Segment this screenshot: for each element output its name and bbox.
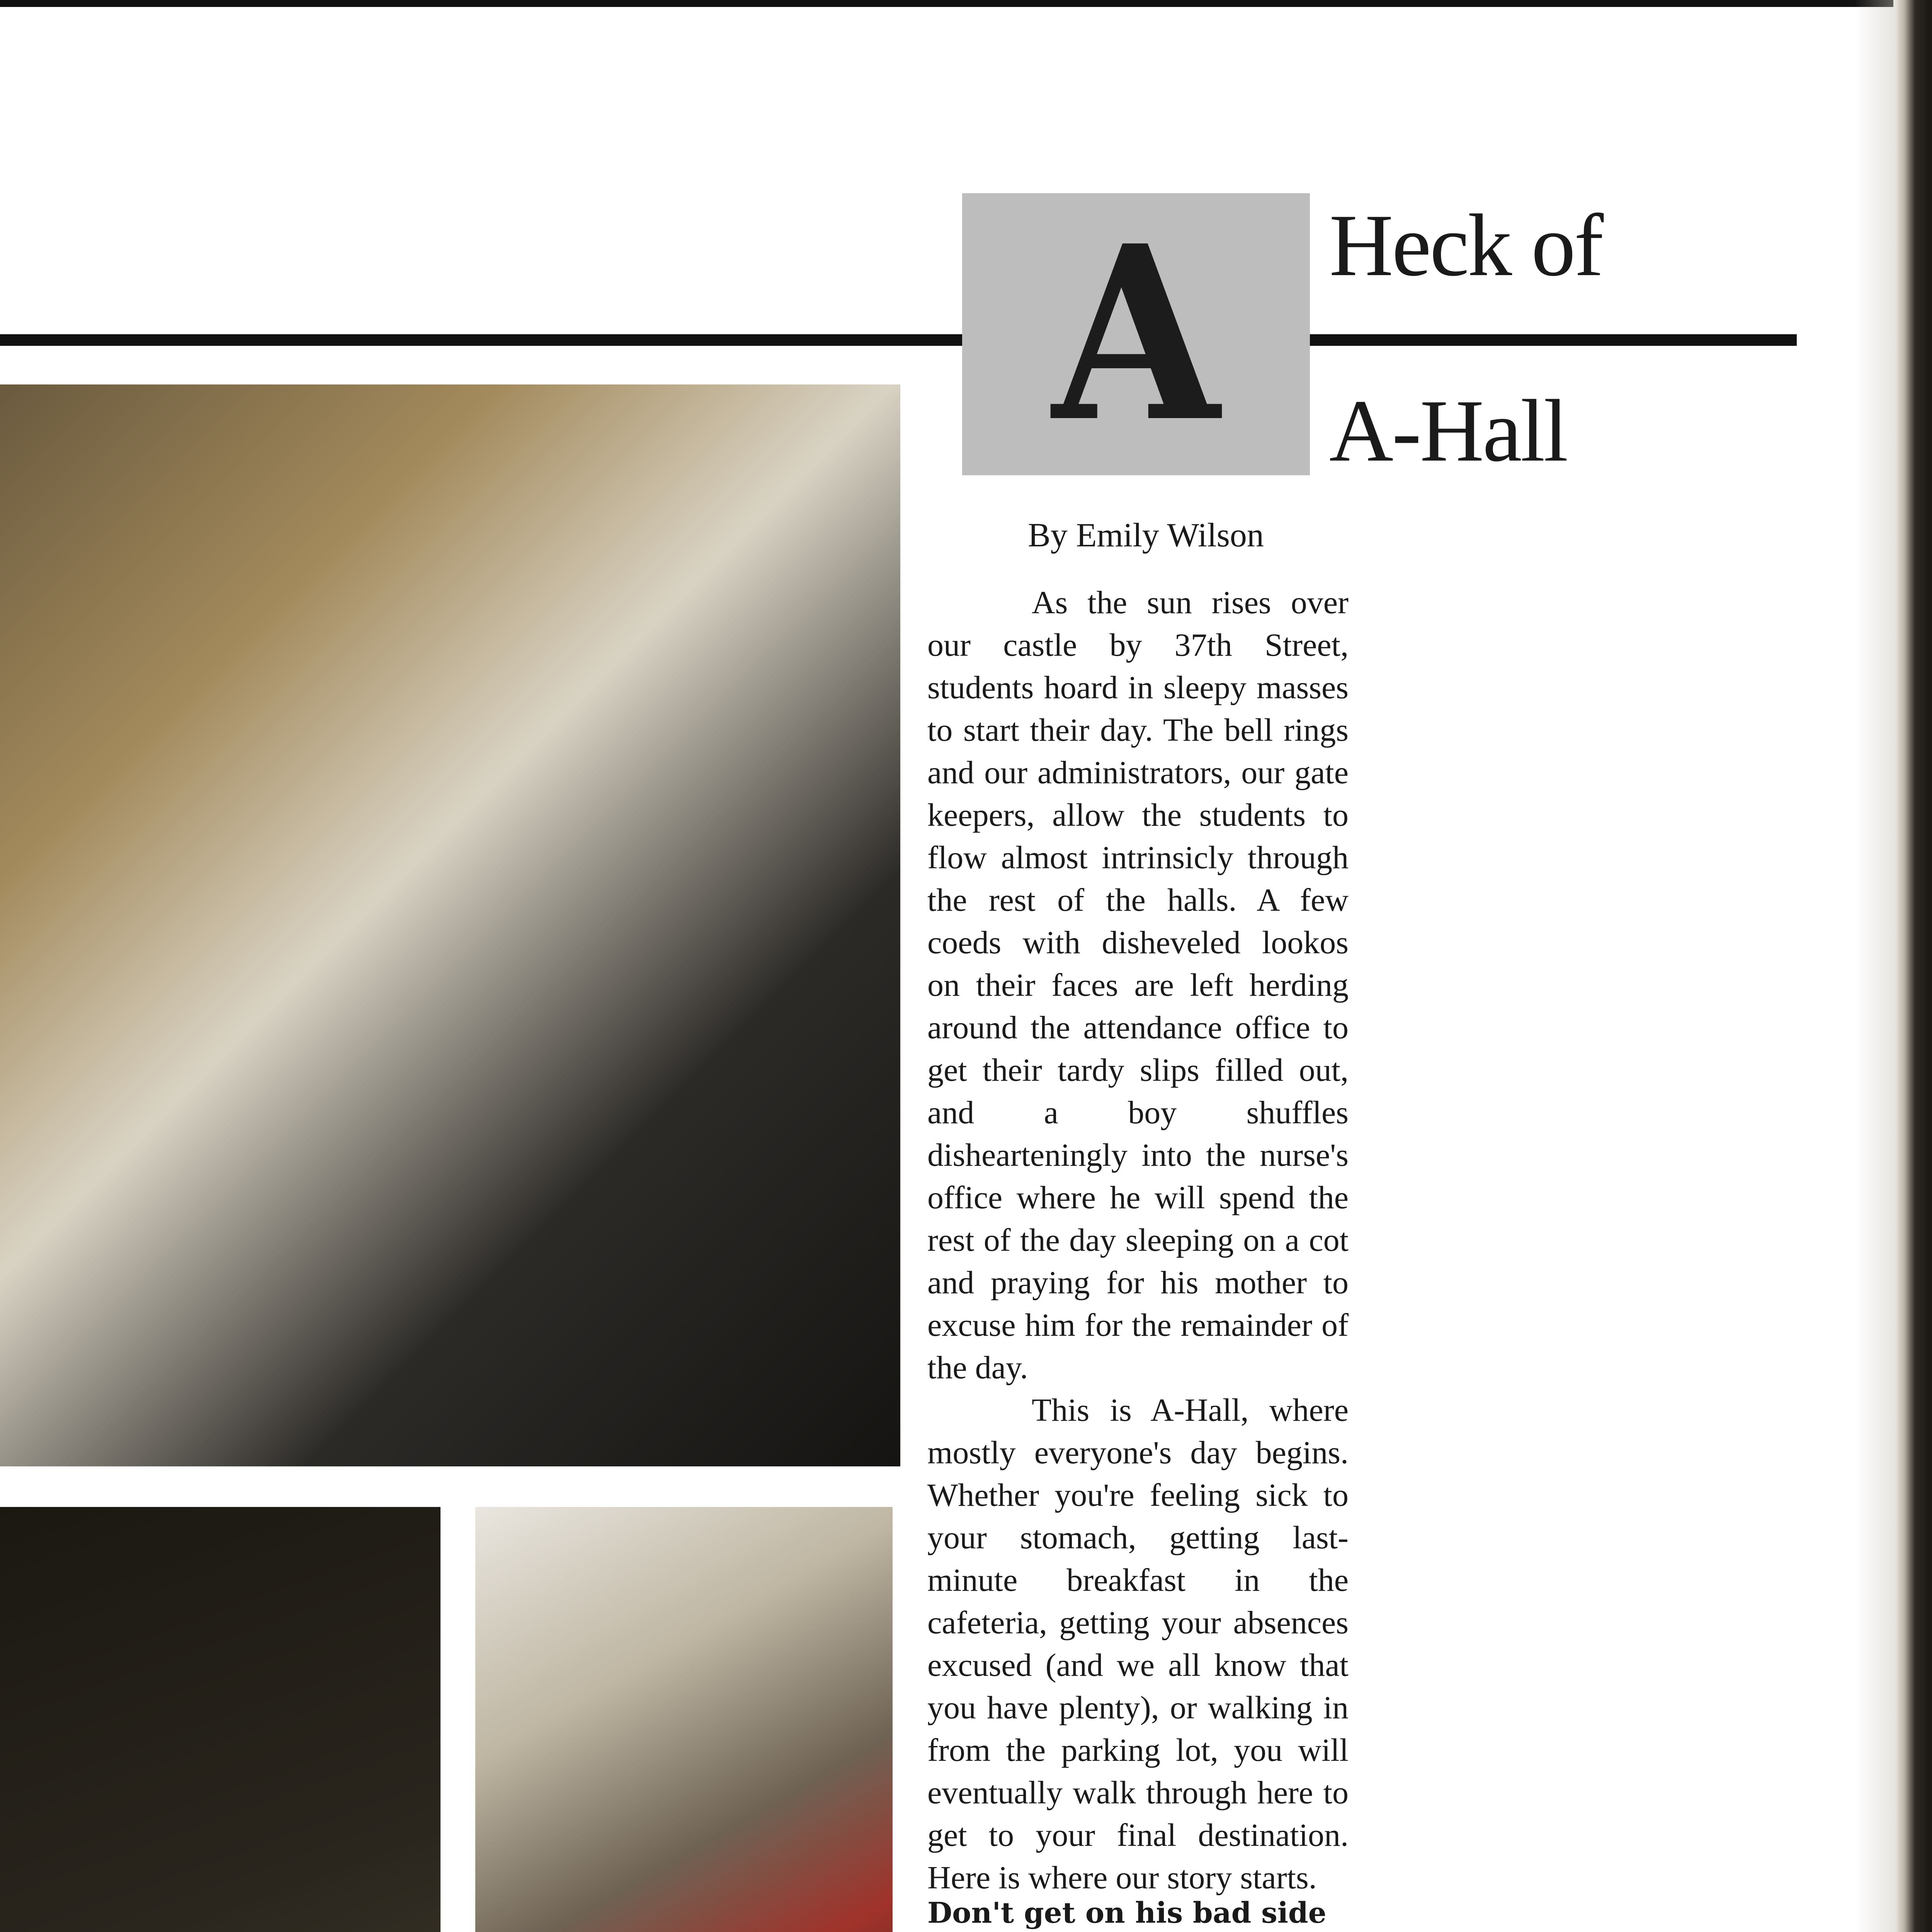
article-paragraph: As the sun rises over our castle by 37th Street, students hoard in sleepy masses to start their day. The bell rings and our administrators, our gate keepers, allow the students to flow almost intrinsicly through the rest of the halls. A few coeds with disheveled lookos on their faces are left herding around the attendance office to get their tardy slips filled out, and a boy shuffles dishearteningly into the nurse's office where he will spend the rest of the day sleeping on a cot and praying for his mother to excuse him for the remainder of the day. xyxy=(927,585,1349,1386)
article-paragraph: This is A-Hall, where mostly everyone's day begins. Whether you're feeling sick to your stomach, getting last-minute breakfast in the cafeteria, getting your absences excused (and we all know that you have plenty), or walking in from the parking lot, you will eventually walk through here to get to your final destination. Here is where our story starts. xyxy=(927,1392,1349,1896)
photo-nurse-office xyxy=(475,1507,893,1932)
header-rule-left xyxy=(0,334,962,346)
caption-headline: Don't get on his bad side xyxy=(927,1896,1327,1930)
photo-associate-principal xyxy=(0,384,900,1466)
caption-top-photo xyxy=(927,1895,1349,1932)
byline: By Emily Wilson xyxy=(1028,517,1264,554)
page-top-edge xyxy=(0,0,1893,7)
drop-cap-box xyxy=(962,193,1310,475)
header-rule-right xyxy=(1310,334,1797,346)
page-title-line2: A-Hall xyxy=(1329,381,1567,480)
photo-registrar xyxy=(0,1507,440,1932)
page-title-line1: Heck of xyxy=(1329,196,1602,294)
article-body xyxy=(927,582,1349,1899)
page-gutter-shadow xyxy=(1855,0,1895,1932)
drop-cap-letter: A xyxy=(1052,194,1220,475)
book-binding xyxy=(1895,0,1932,1932)
